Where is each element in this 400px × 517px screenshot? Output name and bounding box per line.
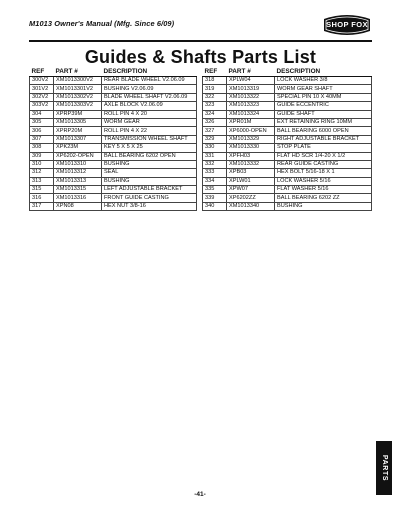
- description-cell: LOCK WASHER 5/16: [275, 177, 372, 185]
- part-number-cell: XM1013329: [227, 135, 275, 143]
- description-cell: BALL BEARING 6202 ZZ: [275, 194, 372, 202]
- ref-cell: 331: [203, 152, 227, 160]
- description-cell: SEAL: [102, 169, 197, 177]
- table-row: [203, 202, 372, 210]
- part-number-cell: XM1013312: [54, 169, 102, 177]
- ref-cell: 318: [203, 77, 227, 85]
- description-cell: BLADE WHEEL SHAFT V2.06.09: [102, 93, 197, 101]
- part-number-cell: XM1013319: [227, 85, 275, 93]
- part-number-cell: XM1013315: [54, 186, 102, 194]
- description-cell: TRANSMISSION WHEEL SHAFT: [102, 135, 197, 143]
- part-number-cell: XM1013332: [227, 160, 275, 168]
- ref-cell: 340: [203, 202, 227, 210]
- ref-cell: 327: [203, 127, 227, 135]
- part-number-cell: XPR01M: [227, 118, 275, 126]
- table-row: [30, 85, 197, 93]
- ref-cell: 315: [30, 186, 54, 194]
- part-number-cell: XM1013301V2: [54, 85, 102, 93]
- column-header-part: PART #: [227, 68, 275, 77]
- ref-cell: 302V2: [30, 93, 54, 101]
- header-rule: [29, 40, 372, 42]
- part-number-cell: XM1013307: [54, 135, 102, 143]
- table-row: [203, 127, 372, 135]
- description-cell: REAR BLADE WHEEL V2.06.09: [102, 77, 197, 85]
- ref-cell: 307: [30, 135, 54, 143]
- table-row: [203, 194, 372, 202]
- table-row: [203, 118, 372, 126]
- ref-cell: 312: [30, 169, 54, 177]
- description-cell: SPECIAL PIN 10 X 40MM: [275, 93, 372, 101]
- part-number-cell: XPRP20M: [54, 127, 102, 135]
- column-header-part: PART #: [54, 68, 102, 77]
- description-cell: KEY 5 X 5 X 25: [102, 144, 197, 152]
- part-number-cell: XPN08: [54, 202, 102, 210]
- page-title: Guides & Shafts Parts List: [84, 47, 317, 67]
- description-cell: REAR GUIDE CASTING: [275, 160, 372, 168]
- table-row: [203, 144, 372, 152]
- table-row: [30, 77, 197, 85]
- column-header-ref: REF: [203, 68, 227, 77]
- description-cell: BUSHING V2.06.09: [102, 85, 197, 93]
- part-number-cell: XM1013322: [227, 93, 275, 101]
- description-cell: FLAT WASHER 5/16: [275, 186, 372, 194]
- table-row: [30, 202, 197, 210]
- part-number-cell: XM1013303V2: [54, 102, 102, 110]
- description-cell: WORM GEAR: [102, 118, 197, 126]
- table-row: [30, 102, 197, 110]
- ref-cell: 308: [30, 144, 54, 152]
- page-header: [29, 13, 372, 39]
- ref-cell: 303V2: [30, 102, 54, 110]
- logo-text: SHOP FOX: [326, 20, 368, 29]
- ref-cell: 326: [203, 118, 227, 126]
- ref-cell: 334: [203, 177, 227, 185]
- part-number-cell: XPB03: [227, 169, 275, 177]
- description-cell: RIGHT ADJUSTABLE BRACKET: [275, 135, 372, 143]
- part-number-cell: XM1013305: [54, 118, 102, 126]
- part-number-cell: XPK23M: [54, 144, 102, 152]
- part-number-cell: XP6202ZZ: [227, 194, 275, 202]
- ref-cell: 333: [203, 169, 227, 177]
- table-row: [203, 110, 372, 118]
- part-number-cell: XPW07: [227, 186, 275, 194]
- description-cell: LEFT ADJUSTABLE BRACKET: [102, 186, 197, 194]
- part-number-cell: XPFH03: [227, 152, 275, 160]
- description-cell: FRONT GUIDE CASTING: [102, 194, 197, 202]
- table-header-row: [30, 68, 197, 77]
- description-cell: HEX BOLT 5/16-18 X 1: [275, 169, 372, 177]
- description-cell: BALL BEARING 6202 OPEN: [102, 152, 197, 160]
- part-number-cell: XM1013310: [54, 160, 102, 168]
- description-cell: WORM GEAR SHAFT: [275, 85, 372, 93]
- ref-cell: 332: [203, 160, 227, 168]
- parts-table-right: [202, 68, 372, 211]
- description-cell: FLAT HD SCR 1/4-20 X 1/2: [275, 152, 372, 160]
- table-row: [30, 177, 197, 185]
- description-cell: ROLL PIN 4 X 20: [102, 110, 197, 118]
- ref-cell: 317: [30, 202, 54, 210]
- description-cell: AXLE BLOCK V2.06.09: [102, 102, 197, 110]
- ref-cell: 316: [30, 194, 54, 202]
- table-row: [203, 85, 372, 93]
- ref-cell: 310: [30, 160, 54, 168]
- description-cell: BUSHING: [102, 177, 197, 185]
- description-cell: LOCK WASHER 3/8: [275, 77, 372, 85]
- column-header-description: DESCRIPTION: [102, 68, 197, 77]
- table-row: [30, 194, 197, 202]
- parts-table-left: [29, 68, 197, 211]
- ref-cell: 300V2: [30, 77, 54, 85]
- table-row: [203, 77, 372, 85]
- ref-cell: 322: [203, 93, 227, 101]
- part-number-cell: XM1013313: [54, 177, 102, 185]
- table-row: [30, 169, 197, 177]
- parts-section-tab: [376, 441, 392, 495]
- part-number-cell: XP6202-OPEN: [54, 152, 102, 160]
- column-header-ref: REF: [30, 68, 54, 77]
- table-row: [30, 160, 197, 168]
- table-row: [203, 177, 372, 185]
- description-cell: BALL BEARING 6000 OPEN: [275, 127, 372, 135]
- part-number-cell: XPLW01: [227, 177, 275, 185]
- table-row: [30, 110, 197, 118]
- table-row: [30, 127, 197, 135]
- description-cell: BUSHING: [102, 160, 197, 168]
- table-row: [203, 186, 372, 194]
- table-row: [30, 144, 197, 152]
- part-number-cell: XM1013300V2: [54, 77, 102, 85]
- table-row: [30, 152, 197, 160]
- description-cell: GUIDE ECCENTRIC: [275, 102, 372, 110]
- table-row: [203, 102, 372, 110]
- ref-cell: 323: [203, 102, 227, 110]
- ref-cell: 309: [30, 152, 54, 160]
- part-number-cell: XPLW04: [227, 77, 275, 85]
- part-number-cell: XM1013302V2: [54, 93, 102, 101]
- part-number-cell: XM1013323: [227, 102, 275, 110]
- table-row: [30, 135, 197, 143]
- table-row: [203, 93, 372, 101]
- side-tab-label: PARTS: [381, 454, 388, 482]
- ref-cell: 335: [203, 186, 227, 194]
- manual-title: M1013 Owner's Manual (Mfg. Since 6/09): [29, 19, 175, 28]
- table-row: [203, 169, 372, 177]
- column-header-description: DESCRIPTION: [275, 68, 372, 77]
- ref-cell: 301V2: [30, 85, 54, 93]
- part-number-cell: XM1013324: [227, 110, 275, 118]
- page-number: -41-: [194, 491, 206, 498]
- ref-cell: 339: [203, 194, 227, 202]
- ref-cell: 313: [30, 177, 54, 185]
- table-header-row: [203, 68, 372, 77]
- ref-cell: 305: [30, 118, 54, 126]
- part-number-cell: XP6000-OPEN: [227, 127, 275, 135]
- part-number-cell: XM1013330: [227, 144, 275, 152]
- description-cell: GUIDE SHAFT: [275, 110, 372, 118]
- ref-cell: 306: [30, 127, 54, 135]
- part-number-cell: XM1013340: [227, 202, 275, 210]
- shop-fox-logo: [322, 13, 372, 37]
- description-cell: EXT RETAINING RING 10MM: [275, 118, 372, 126]
- table-row: [203, 152, 372, 160]
- description-cell: HEX NUT 3/8-16: [102, 202, 197, 210]
- description-cell: STOP PLATE: [275, 144, 372, 152]
- table-row: [30, 186, 197, 194]
- table-row: [203, 160, 372, 168]
- part-number-cell: XM1013316: [54, 194, 102, 202]
- ref-cell: 304: [30, 110, 54, 118]
- table-row: [30, 118, 197, 126]
- table-row: [203, 135, 372, 143]
- table-row: [30, 93, 197, 101]
- description-cell: ROLL PIN 4 X 22: [102, 127, 197, 135]
- ref-cell: 319: [203, 85, 227, 93]
- ref-cell: 324: [203, 110, 227, 118]
- description-cell: BUSHING: [275, 202, 372, 210]
- ref-cell: 330: [203, 144, 227, 152]
- ref-cell: 329: [203, 135, 227, 143]
- part-number-cell: XPRP39M: [54, 110, 102, 118]
